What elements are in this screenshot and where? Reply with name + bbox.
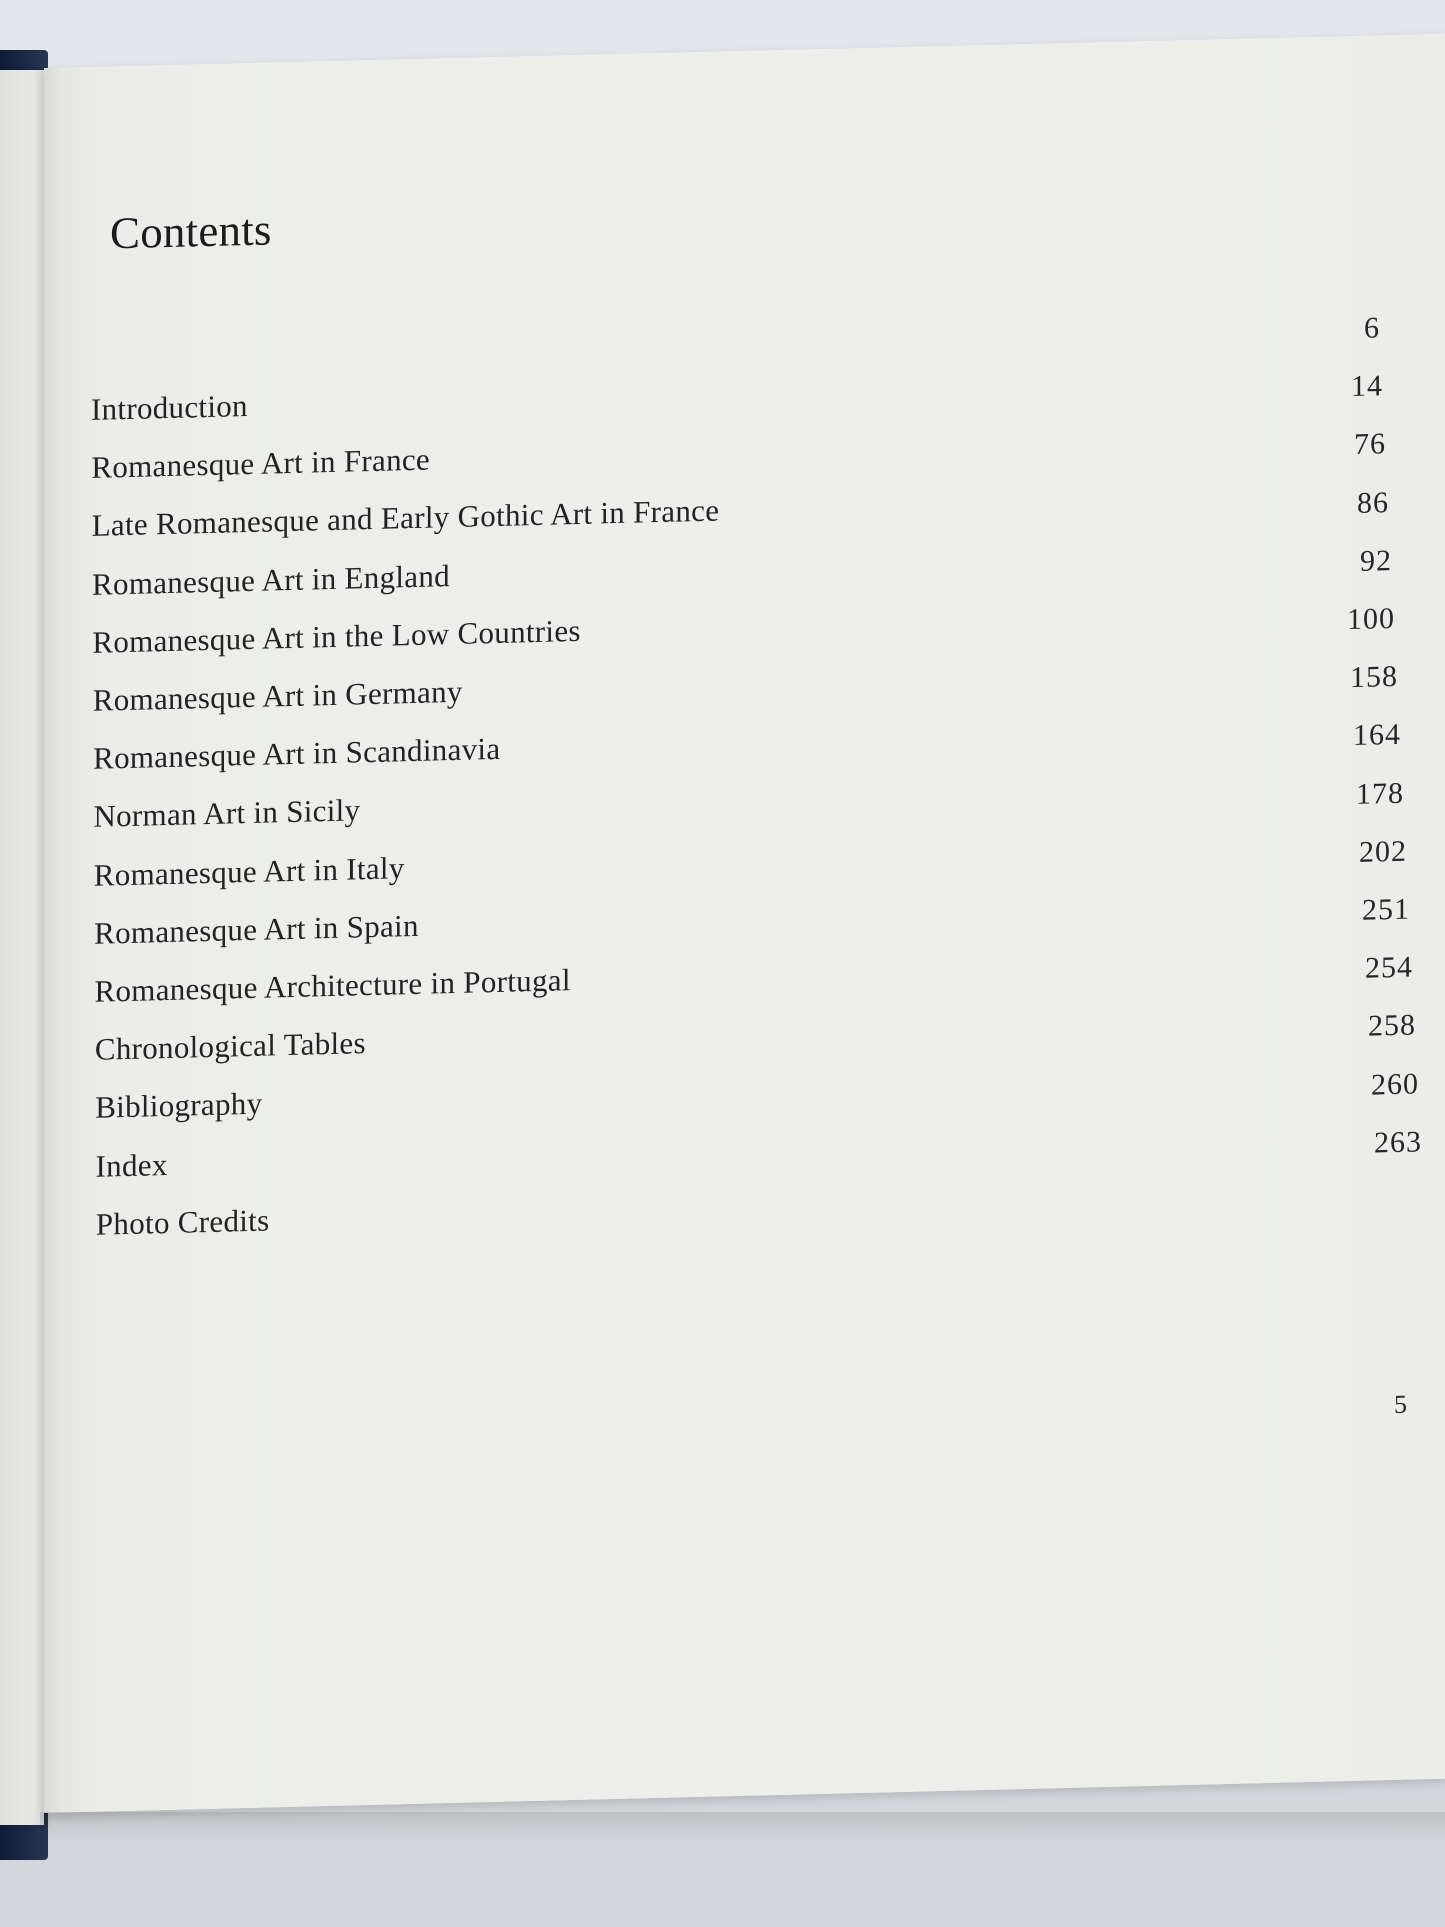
toc-entry-title: Late Romanesque and Early Gothic Art in France: [91, 492, 720, 544]
toc-entry-title: Romanesque Art in Spain: [94, 907, 419, 951]
toc-entry-page-number: 254: [1365, 950, 1413, 985]
toc-entry-title: Photo Credits: [95, 1202, 270, 1242]
toc-entry-page-number: 178: [1356, 776, 1404, 811]
toc-entry-page-number: 258: [1368, 1008, 1416, 1044]
toc-entry-page-number: 14: [1351, 369, 1383, 404]
toc-entry-title: Romanesque Architecture in Portugal: [94, 962, 571, 1009]
page-number: 5: [1394, 1389, 1407, 1420]
toc-entry-page-number: 263: [1374, 1125, 1422, 1160]
toc-entry-page-number: 76: [1354, 427, 1386, 462]
toc-entry-title: Romanesque Art in France: [91, 441, 430, 486]
toc-entry-page-number: 92: [1360, 543, 1392, 578]
contents-heading: Contents: [110, 204, 272, 259]
toc-entry-title: Index: [95, 1146, 168, 1184]
toc-entry-page-number: 158: [1350, 660, 1398, 695]
toc-entry-title: Romanesque Art in England: [92, 557, 450, 602]
page-bottom-shadow: [40, 1812, 1445, 1842]
page-content: [44, 34, 1445, 1813]
toc-entry-page-number: 86: [1357, 485, 1389, 520]
toc-entry-title: Romanesque Art in Scandinavia: [93, 731, 501, 776]
facing-page-edge: [0, 70, 44, 1825]
toc-entry-page-number: 202: [1359, 834, 1407, 869]
toc-entry-page-number: 164: [1353, 718, 1401, 753]
toc-entry-page-number: 251: [1362, 892, 1410, 927]
toc-entry-title: Chronological Tables: [94, 1025, 366, 1067]
toc-entry-page-number: 260: [1371, 1066, 1419, 1102]
toc-entry-title: Norman Art in Sicily: [93, 792, 361, 835]
toc-entry-page-number: 100: [1347, 601, 1395, 637]
book-page: [44, 34, 1445, 1813]
toc-entry-title: Romanesque Art in Italy: [93, 849, 405, 893]
toc-entry-title: Romanesque Art in the Low Countries: [92, 612, 581, 660]
toc-entry-title: Introduction: [91, 388, 248, 427]
toc-entry-page-number: 6: [1364, 311, 1380, 345]
toc-entry-title: Romanesque Art in Germany: [92, 673, 463, 718]
toc-entry-title: Bibliography: [95, 1086, 263, 1126]
